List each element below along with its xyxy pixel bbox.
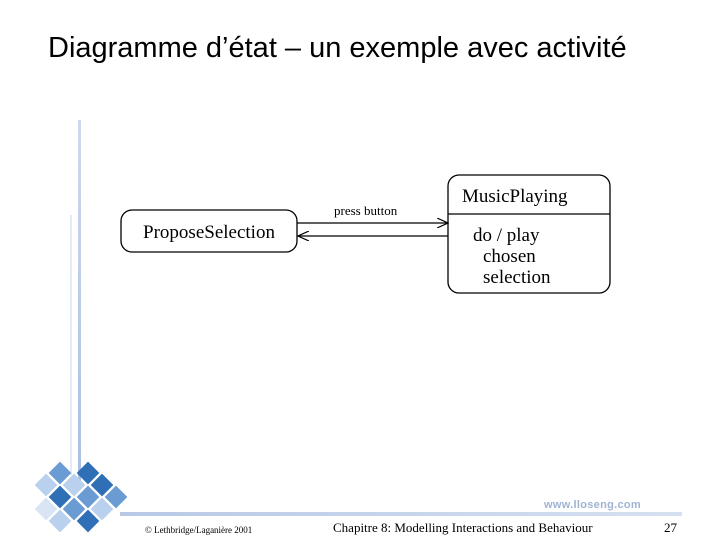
state-name: ProposeSelection: [143, 222, 275, 243]
transition-press-button: [297, 203, 448, 223]
state-activity: selection: [483, 267, 551, 288]
state-name: MusicPlaying: [462, 186, 568, 207]
website-label: www.lloseng.com: [544, 499, 641, 511]
state-activity: do / play: [473, 225, 540, 246]
footer-copyright: © Lethbridge/Laganière 2001: [145, 525, 253, 535]
state-propose-selection: [121, 210, 297, 252]
state-activity: chosen: [483, 246, 536, 267]
transition-label: press button: [334, 203, 398, 218]
slide-title: Diagramme d’état – un exemple avec activité: [48, 32, 627, 64]
page-number: 27: [664, 520, 677, 535]
footer-chapter: Chapitre 8: Modelling Interactions and Behaviour: [333, 520, 593, 535]
state-music-playing: [448, 175, 610, 293]
